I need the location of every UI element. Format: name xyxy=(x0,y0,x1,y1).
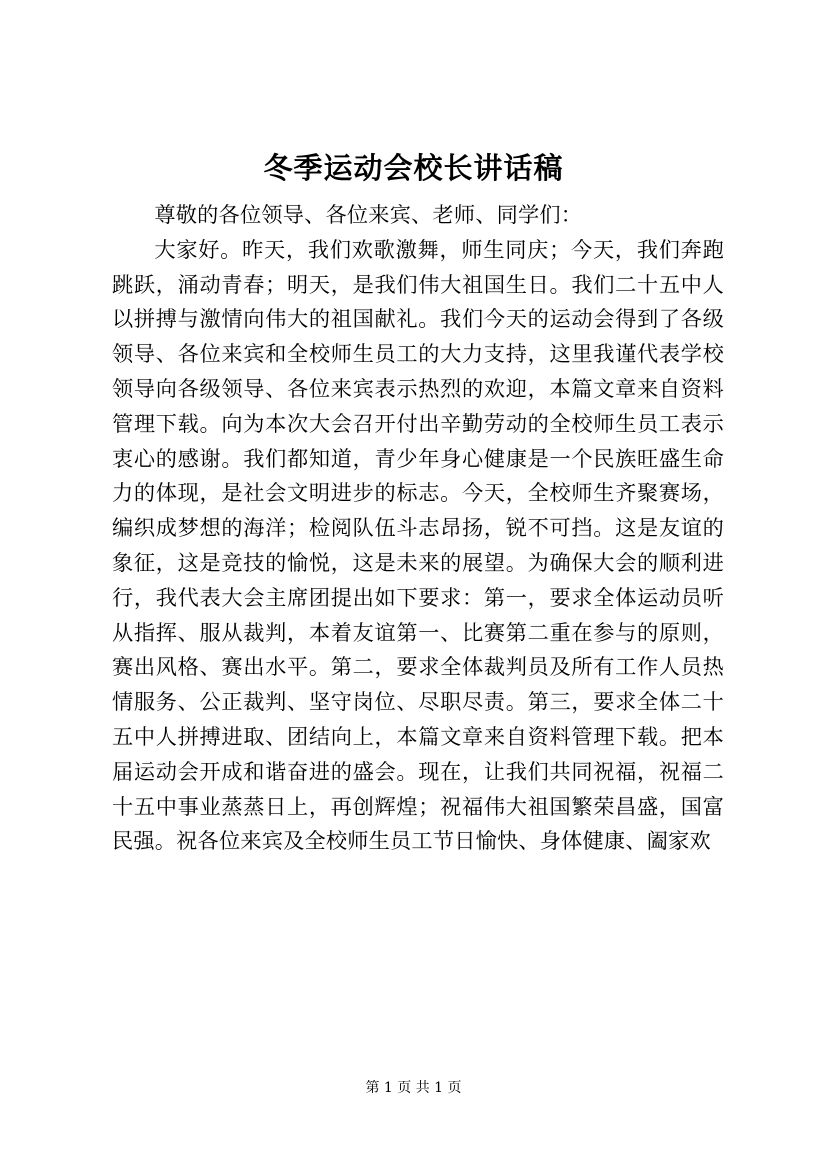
page-footer: 第 1 页 共 1 页 xyxy=(365,1080,462,1096)
document-title: 冬季运动会校长讲话稿 xyxy=(263,151,564,185)
document-body xyxy=(112,198,724,859)
salutation: 尊敬的各位领导、各位来宾、老师、同学们： xyxy=(154,202,583,227)
paragraph-1: 大家好。昨天，我们欢歌激舞，师生同庆；今天，我们奔跑跳跃，涌动青春；明天，是我们伟大祖国生日。我们二十五中人以拼搏与激情向伟大的祖国献礼。我们今天的运动会得到了各级领导、各位来宾和全校师生员工的大力支持，这里我谨代表学校领导向各级领导、各位来宾表示热烈的欢迎，本篇文章来自资料管理下载。向为本次大会召开付出辛勤劳动的全校师生员工表示衷心的感谢。我们都知道，青少年身心健康是一个民族旺盛生命力的体现，是社会文明进步的标志。今天，全校师生齐聚赛场，编织成梦想的海洋；检阅队伍斗志昂扬，锐不可挡。这是友谊的象征，这是竞技的愉悦，这是未来的展望。为确保大会的顺利进行，我代表大会主席团提出如下要求：第一，要求全体运动员听从指挥、服从裁判，本着友谊第一、比赛第二重在参与的原则，赛出风格、赛出水平。第二，要求全体裁判员及所有工作人员热情服务、公正裁判、坚守岗位、尽职尽责。第三，要求全体二十五中人拼搏进取、团结向上，本篇文章来自资料管理下载。把本届运动会开成和谐奋进的盛会。现在，让我们共同祝福，祝福二十五中事业蒸蒸日上，再创辉煌；祝福伟大祖国繁荣昌盛，国富民强。祝各位来宾及全校师生员工节日愉快、身体健康、阖家欢 xyxy=(112,236,724,854)
